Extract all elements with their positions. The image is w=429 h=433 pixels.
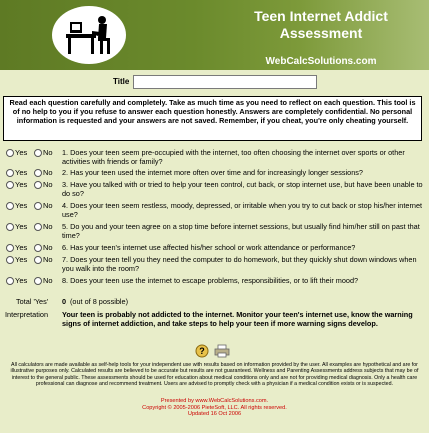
yes-label: Yes xyxy=(15,255,28,264)
question-number: 7. xyxy=(62,255,69,264)
question-text xyxy=(62,243,424,252)
radio-circle[interactable] xyxy=(34,277,42,285)
footer-presented-by[interactable]: Presented by www.WebCalcSolutions.com. xyxy=(160,398,269,404)
print-icon[interactable] xyxy=(215,345,229,357)
no-label: No xyxy=(43,276,53,285)
no-label: No xyxy=(43,255,53,264)
instructions-box: Read each question carefully and completely. Take as much time as you need to reflect on each question. This tool is of no help to you if you refuse to answer each question honestly. Answers are completely confidential. No personal information is requested and your answers are not saved. Remember, if you cheat, you're only cheating yourself. xyxy=(3,96,422,141)
question-number: 8. xyxy=(62,276,69,285)
radio-circle[interactable] xyxy=(6,277,14,285)
interpretation-text: Your teen is probably not addicted to the internet. Monitor your teen's internet use, know the warning signs of internet addiction, and take steps to help your teen if more warning signs develop. xyxy=(62,310,413,328)
yes-label: Yes xyxy=(15,148,28,157)
question-body: Does your teen seem restless, moody, depressed, or irritable when you try to cut back or stop his/her internet use? xyxy=(62,201,423,219)
title-input[interactable] xyxy=(133,75,317,89)
no-radio[interactable] xyxy=(34,201,53,211)
no-label: No xyxy=(43,148,53,157)
page-title xyxy=(218,8,424,42)
computer-user-icon xyxy=(62,14,116,56)
no-radio[interactable] xyxy=(34,243,53,253)
yes-radio[interactable] xyxy=(6,222,27,232)
total-label: Total 'Yes' xyxy=(16,297,49,306)
total-out-of: (out of 8 possible) xyxy=(70,297,129,306)
question-text xyxy=(62,255,424,273)
yes-label: Yes xyxy=(15,201,28,210)
no-label: No xyxy=(43,222,53,231)
question-body: Does your teen tell you they need the computer to do homework, but they quickly shut down windows when you walk into the room? xyxy=(62,255,417,273)
header-banner xyxy=(0,0,429,70)
radio-circle[interactable] xyxy=(6,202,14,210)
yes-radio[interactable] xyxy=(6,276,27,286)
question-text xyxy=(62,201,424,219)
question-body: Has your teen's internet use affected his/her school or work attendance or performance? xyxy=(70,243,356,252)
yes-label: Yes xyxy=(15,168,28,177)
no-label: No xyxy=(43,180,53,189)
question-body: Has your teen used the internet more often over time and for increasingly longer sessions? xyxy=(70,168,363,177)
question-body: Do you and your teen agree on a stop time before internet sessions, but usually find him/her still on past that time? xyxy=(62,222,420,240)
radio-circle[interactable] xyxy=(34,169,42,177)
page-title-line2: Assessment xyxy=(279,25,363,41)
radio-circle[interactable] xyxy=(34,149,42,157)
question-body: Does your teen use the internet to escape problems, responsibilities, or to lift their mood? xyxy=(70,276,359,285)
yes-label: Yes xyxy=(15,222,28,231)
interpretation-label: Interpretation xyxy=(5,310,48,319)
radio-circle[interactable] xyxy=(6,256,14,264)
question-text xyxy=(62,222,424,240)
no-radio[interactable] xyxy=(34,222,53,232)
yes-radio[interactable] xyxy=(6,168,27,178)
no-radio[interactable] xyxy=(34,168,53,178)
disclaimer-text: All calculators are made available as self-help tools for your independent use with results based on information provided by the user. All examples are hypothetical and are for illustrative purposes only. Calculated results are believed to be accurate but results are not guaranteed. Wellness and Parenting Assessments address subjects that may be of interest to the general public. These assessments should be used for education about medical conditions only and are not for providing medical diagnosis. Only a health care professional can diagnose and recommend treatment. Users are advised to promptly check with a physician if a medical condition exists or is suspected. xyxy=(10,362,419,387)
question-text xyxy=(62,168,424,177)
help-icon[interactable] xyxy=(196,345,208,357)
no-radio[interactable] xyxy=(34,180,53,190)
yes-radio[interactable] xyxy=(6,148,27,158)
no-label: No xyxy=(43,168,53,177)
radio-circle[interactable] xyxy=(6,181,14,189)
radio-circle[interactable] xyxy=(34,181,42,189)
footer-updated: Updated 16 Oct 2006 xyxy=(187,411,242,418)
yes-radio[interactable] xyxy=(6,180,27,190)
footer xyxy=(0,398,429,418)
no-radio[interactable] xyxy=(34,276,53,286)
footer-copyright: Copyright © 2005-2006 PieteSoft, LLC. All rights reserved. xyxy=(142,404,287,411)
logo xyxy=(52,6,126,64)
no-radio[interactable] xyxy=(34,255,53,265)
radio-circle[interactable] xyxy=(34,256,42,264)
no-radio[interactable] xyxy=(34,148,53,158)
radio-circle[interactable] xyxy=(6,169,14,177)
title-label: Title xyxy=(113,77,130,86)
action-icons xyxy=(195,344,235,358)
yes-label: Yes xyxy=(15,243,28,252)
radio-circle[interactable] xyxy=(34,223,42,231)
radio-circle[interactable] xyxy=(6,244,14,252)
question-text xyxy=(62,180,424,198)
question-number: 5. xyxy=(62,222,69,231)
yes-radio[interactable] xyxy=(6,201,27,211)
question-number: 6. xyxy=(62,243,69,252)
question-body: Does your teen seem pre-occupied with the internet, too often choosing the internet over sports or other activities with friends or family? xyxy=(62,148,405,166)
question-number: 4. xyxy=(62,201,69,210)
yes-label: Yes xyxy=(15,180,28,189)
question-number: 1. xyxy=(62,148,69,157)
question-text xyxy=(62,276,424,285)
title-field-row xyxy=(0,75,429,91)
site-name: WebCalcSolutions.com xyxy=(265,56,377,67)
no-label: No xyxy=(43,201,53,210)
question-number: 2. xyxy=(62,168,69,177)
yes-radio[interactable] xyxy=(6,255,27,265)
total-value: 0 xyxy=(62,297,67,306)
yes-radio[interactable] xyxy=(6,243,27,253)
svg-text:?: ? xyxy=(199,346,205,356)
radio-circle[interactable] xyxy=(6,149,14,157)
page-title-line1: Teen Internet Addict xyxy=(254,8,388,24)
radio-circle[interactable] xyxy=(34,244,42,252)
question-body: Have you talked with or tried to help your teen control, cut back, or stop internet use, but have been unable to do so? xyxy=(62,180,423,198)
radio-circle[interactable] xyxy=(6,223,14,231)
question-number: 3. xyxy=(62,180,69,189)
no-label: No xyxy=(43,243,53,252)
question-text xyxy=(62,148,424,166)
yes-label: Yes xyxy=(15,276,28,285)
radio-circle[interactable] xyxy=(34,202,42,210)
